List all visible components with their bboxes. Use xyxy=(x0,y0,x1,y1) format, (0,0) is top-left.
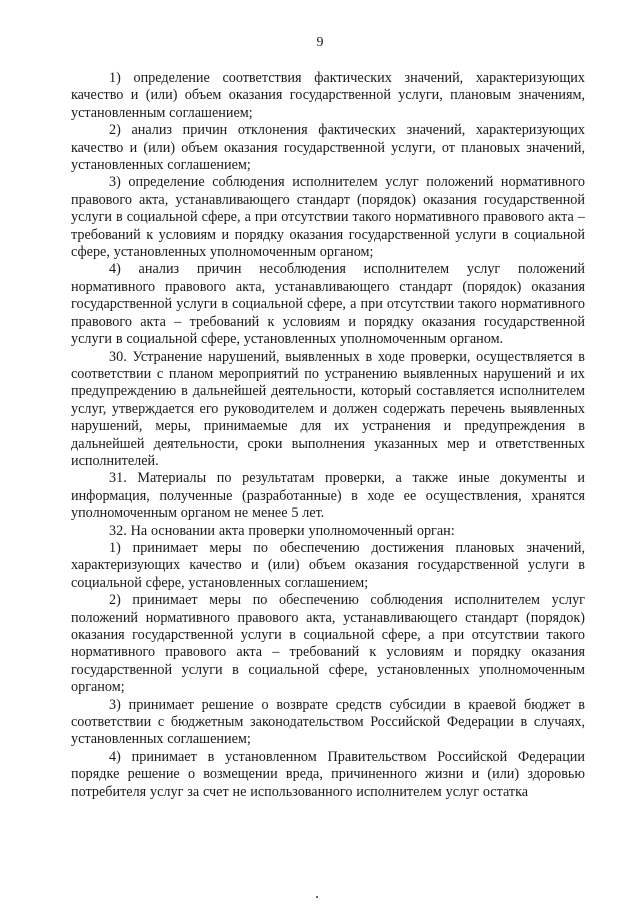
paragraph-1-determination-of-conformity: 1) определение соответствия фактических значений, характеризующих качество и (или) объем оказания государственной услуги, плановым значениям, установленным соглашением; xyxy=(71,70,585,121)
clause-32-item-2: 2) принимает меры по обеспечению соблюдения исполнителем услуг положений нормативного правового акта, устанавливающего стандарт (порядок) оказания государственной услуги в социальной сфере, а при отсутствии такого нормативного правового акта – требований к условиям и порядку оказания государственной услуги в социальной сфере, установленных уполномоченным органом; xyxy=(71,592,585,696)
document-body xyxy=(71,70,585,801)
paragraph-3-determination-of-compliance: 3) определение соблюдения исполнителем услуг положений нормативного правового акта, устанавливающего стандарт (порядок) оказания государственной услуги в социальной сфере, а при отсутствии такого нормативного правового акта – требований к условиям и порядку оказания государственной услуги в социальной сфере, установленных уполномоченным органом; xyxy=(71,174,585,261)
paragraph-4-analysis-of-noncompliance: 4) анализ причин несоблюдения исполнителем услуг положений нормативного правового акта, устанавливающего стандарт (порядок) оказания государственной услуги в социальной сфере, а при отсутствии такого нормативного правового акта – требований к условиям и порядку оказания государственной услуги в социальной сфере, установленных уполномоченным органом. xyxy=(71,261,585,348)
clause-32-item-1: 1) принимает меры по обеспечению достижения плановых значений, характеризующих качество и (или) объем оказания государственной услуги в социальной сфере, установленных соглашением; xyxy=(71,539,585,591)
clause-30-elimination-of-violations: 30. Устранение нарушений, выявленных в ходе проверки, осуществляется в соответствии с планом мероприятий по устранению выявленных нарушений и их предупреждению в дальнейшей деятельности, который составляется исполнителем услуг, утверждается его руководителем и должен содержать перечень выявленных нарушений, меры, принимаемые для их устранения и предупреждения в дальнейшей деятельности, сроки выполнения указанных мер и ответственных исполнителей. xyxy=(71,348,585,469)
scan-dot xyxy=(316,896,318,898)
clause-31-storage-of-materials: 31. Материалы по результатам проверки, а также иные документы и информация, полученные (разработанные) в ходе ее осуществления, хранятся уполномоченным органом не менее 5 лет. xyxy=(71,470,585,522)
paragraph-2-analysis-of-deviations: 2) анализ причин отклонения фактических значений, характеризующих качество и (или) объем оказания государственной услуги, от плановых значений, установленных соглашением; xyxy=(71,122,585,174)
clause-32-item-3: 3) принимает решение о возврате средств субсидии в краевой бюджет в соответствии с бюджетным законодательством Российской Федерации в случаях, установленных соглашением; xyxy=(71,696,585,748)
clause-32-intro: 32. На основании акта проверки уполномоченный орган: xyxy=(109,522,455,539)
page-number: 9 xyxy=(316,35,324,50)
clause-32-item-4: 4) принимает в установленном Правительством Российской Федерации порядке решение о возмещении вреда, причиненного жизни и (или) здоровью потребителя услуг за счет не использованного исполнителем услуг остатка xyxy=(71,748,585,800)
